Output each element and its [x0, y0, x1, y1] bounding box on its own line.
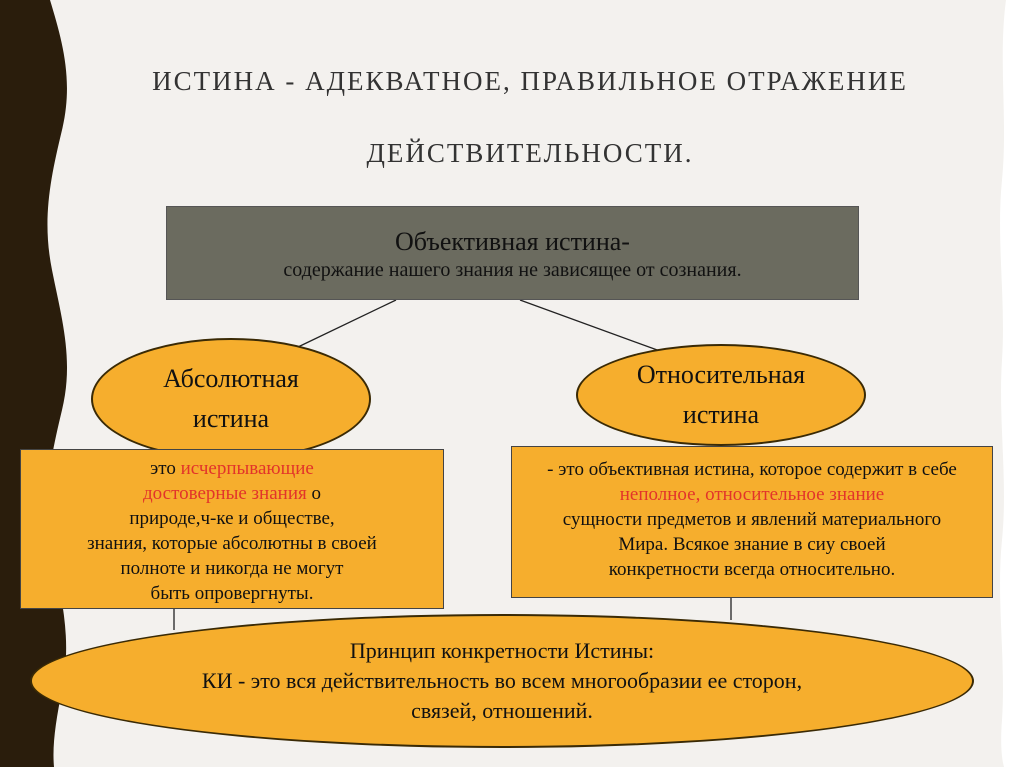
absolute-truth-label-line-2: истина: [192, 404, 270, 433]
absolute-def-line-5: полноте и никогда не могут: [120, 558, 344, 579]
relative-truth-label-line-2: истина: [682, 400, 760, 429]
absolute-def-prefix: это: [150, 458, 181, 479]
slide-title-line-1: ИСТИНА - АДЕКВАТНОЕ, ПРАВИЛЬНОЕ ОТРАЖЕНИЕ: [152, 66, 908, 96]
relative-truth-oval: [576, 344, 866, 446]
relative-truth-definition-box: [511, 446, 993, 598]
absolute-def-line-2: [29, 481, 435, 506]
objective-truth-description: содержание нашего знания не зависящее от сознания.: [283, 259, 742, 281]
absolute-def-after-red: о: [306, 483, 321, 504]
relative-def-line-4: Мира. Всякое знание в сиу своей: [618, 534, 886, 555]
absolute-def-line-1: [29, 456, 435, 481]
relative-def-line-3: сущности предметов и явлений материального: [562, 509, 942, 530]
absolute-def-line-3: природе,ч-ке и обществе,: [129, 508, 335, 529]
objective-truth-box: [166, 206, 859, 300]
absolute-def-line-4: знания, которые абсолютны в своей: [87, 533, 377, 554]
principle-line-1: Принцип конкретности Истины:: [349, 638, 655, 663]
absolute-def-line-6: быть опровергнуты.: [150, 583, 314, 604]
concreteness-principle-oval: [30, 614, 974, 748]
principle-line-2: КИ - это вся действительность во всем многообразии ее сторон,: [201, 668, 803, 693]
absolute-truth-definition-box: [20, 449, 444, 609]
connector-objective-to-absolute: [298, 300, 396, 347]
slide-title-line-2: ДЕЙСТВИТЕЛЬНОСТИ.: [366, 138, 694, 168]
absolute-truth-oval: [91, 338, 371, 460]
objective-truth-heading: Объективная истина-: [395, 227, 630, 256]
absolute-def-red-2: достоверные знания: [143, 483, 307, 504]
relative-def-red: неполное, относительное знание: [619, 484, 885, 505]
absolute-truth-label-line-1: Абсолютная: [163, 364, 299, 393]
relative-def-line-5: конкретности всегда относительно.: [608, 559, 896, 580]
principle-line-3: связей, отношений.: [411, 698, 593, 723]
relative-truth-label-line-1: Относительная: [636, 360, 806, 389]
relative-def-line-1: - это объективная истина, которое содержит в себе: [547, 459, 957, 480]
absolute-def-red-1: исчерпывающие: [180, 458, 314, 479]
connector-objective-to-relative: [520, 300, 660, 351]
